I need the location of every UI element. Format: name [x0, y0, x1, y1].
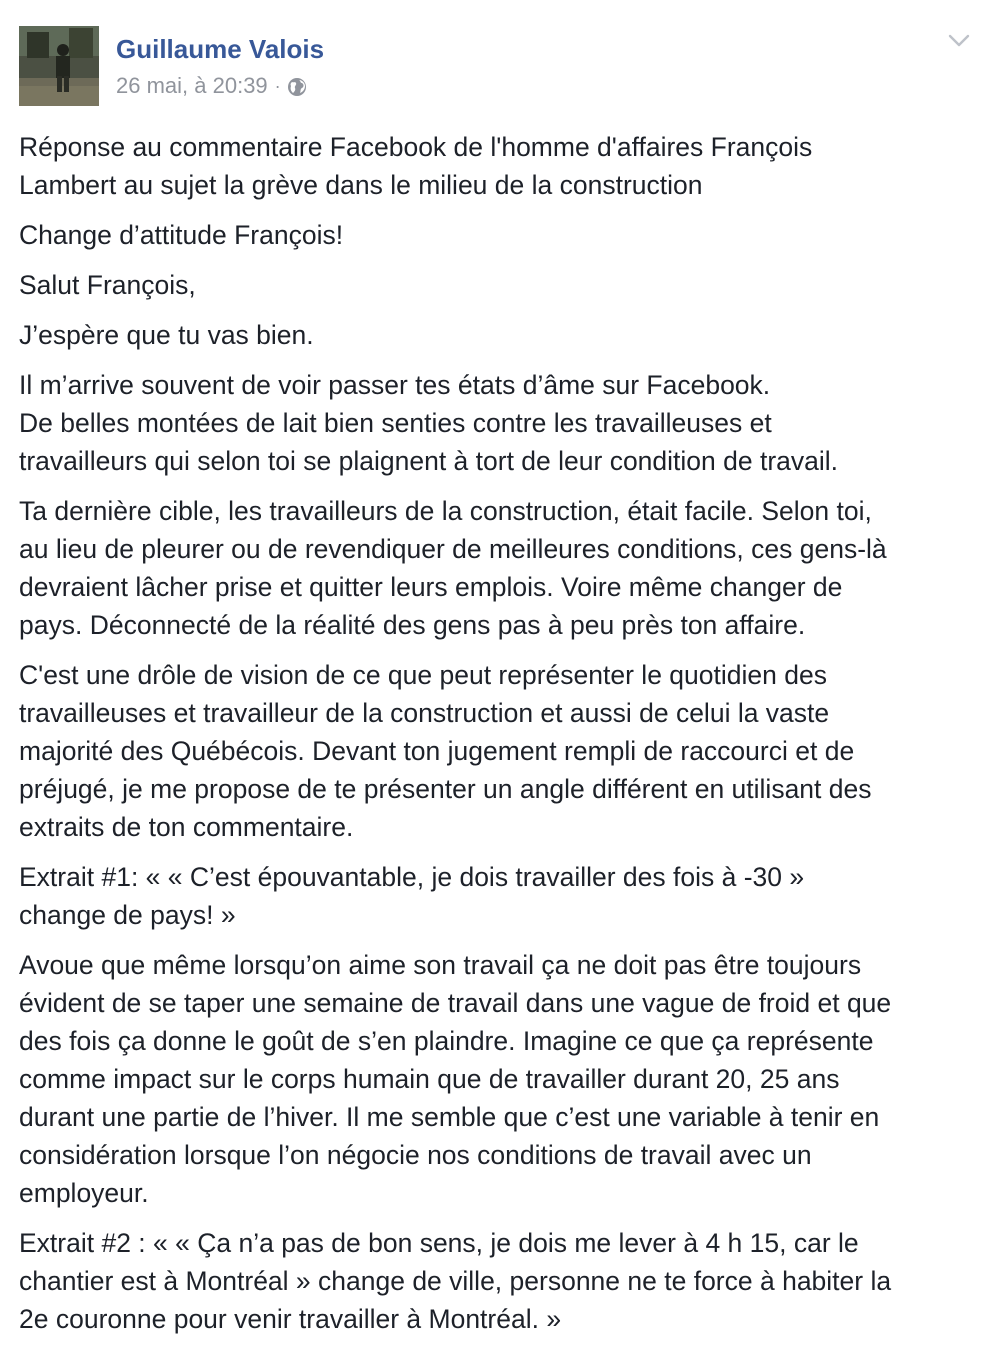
paragraph-line: chantier est à Montréal » change de ville, personne ne te force à habiter la	[19, 1266, 892, 1296]
globe-icon[interactable]	[287, 77, 307, 97]
paragraph-line: durant une partie de l’hiver. Il me semble que c’est une variable à tenir en	[19, 1102, 880, 1132]
paragraph-line: Il m’arrive souvent de voir passer tes états d’âme sur Facebook.	[19, 370, 771, 400]
paragraph-line: majorité des Québécois. Devant ton jugement rempli de raccourci et de	[19, 736, 855, 766]
paragraph-line: travailleurs qui selon toi se plaignent à tort de leur condition de travail.	[19, 446, 839, 476]
post-body	[19, 128, 974, 1350]
paragraph-line: J’espère que tu vas bien.	[19, 320, 314, 350]
paragraph-line: considération lorsque l’on négocie nos conditions de travail avec un	[19, 1140, 812, 1170]
paragraph-line: Ta dernière cible, les travailleurs de la construction, était facile. Selon toi,	[19, 496, 872, 526]
post-timestamp[interactable]: 26 mai, à 20:39	[116, 73, 268, 98]
paragraph-line: au lieu de pleurer ou de revendiquer de meilleures conditions, ces gens-là	[19, 534, 887, 564]
post-paragraph	[19, 858, 974, 934]
post-meta	[116, 72, 307, 100]
post-paragraph	[19, 316, 974, 354]
post-paragraph	[19, 946, 974, 1212]
post-paragraph	[19, 366, 974, 480]
paragraph-line: des fois ça donne le goût de s’en plaindre. Imagine ce que ça représente	[19, 1026, 874, 1056]
paragraph-line: Extrait #2 : « « Ça n’a pas de bon sens, je dois me lever à 4 h 15, car le	[19, 1228, 859, 1258]
paragraph-line: extraits de ton commentaire.	[19, 812, 354, 842]
avatar-photo	[19, 26, 99, 106]
paragraph-line: pays. Déconnecté de la réalité des gens pas à peu près ton affaire.	[19, 610, 806, 640]
chevron-down-icon	[944, 26, 974, 56]
paragraph-line: Avoue que même lorsqu’on aime son travail ça ne doit pas être toujours	[19, 950, 862, 980]
paragraph-line: Change d’attitude François!	[19, 220, 344, 250]
paragraph-line: devraient lâcher prise et quitter leurs emplois. Voire même changer de	[19, 572, 843, 602]
post-options-button[interactable]	[944, 26, 974, 56]
post-paragraph	[19, 128, 974, 204]
author-name[interactable]: Guillaume Valois	[116, 34, 325, 64]
post-paragraph	[19, 266, 974, 304]
paragraph-line: préjugé, je me propose de te présenter un angle différent en utilisant des	[19, 774, 872, 804]
paragraph-line: C'est une drôle de vision de ce que peut représenter le quotidien des	[19, 660, 827, 690]
post-paragraph	[19, 1224, 974, 1338]
paragraph-line: Salut François,	[19, 270, 196, 300]
paragraph-line: employeur.	[19, 1178, 149, 1208]
avatar[interactable]	[19, 26, 99, 106]
paragraph-line: travailleuses et travailleur de la construction et aussi de celui la vaste	[19, 698, 830, 728]
paragraph-line: comme impact sur le corps humain que de travailler durant 20, 25 ans	[19, 1064, 840, 1094]
post-paragraph	[19, 656, 974, 846]
meta-separator: ·	[274, 75, 281, 96]
paragraph-line: Extrait #1: « « C’est épouvantable, je dois travailler des fois à -30 »	[19, 862, 805, 892]
post-paragraph	[19, 216, 974, 254]
paragraph-line: De belles montées de lait bien senties contre les travailleuses et	[19, 408, 772, 438]
paragraph-line: Réponse au commentaire Facebook de l'homme d'affaires François	[19, 132, 813, 162]
paragraph-line: change de pays! »	[19, 900, 236, 930]
paragraph-line: Lambert au sujet la grève dans le milieu de la construction	[19, 170, 703, 200]
paragraph-line: 2e couronne pour venir travailler à Montréal. »	[19, 1304, 562, 1334]
post-header	[19, 26, 974, 106]
post-paragraph	[19, 492, 974, 644]
paragraph-line: évident de se taper une semaine de travail dans une vague de froid et que	[19, 988, 892, 1018]
